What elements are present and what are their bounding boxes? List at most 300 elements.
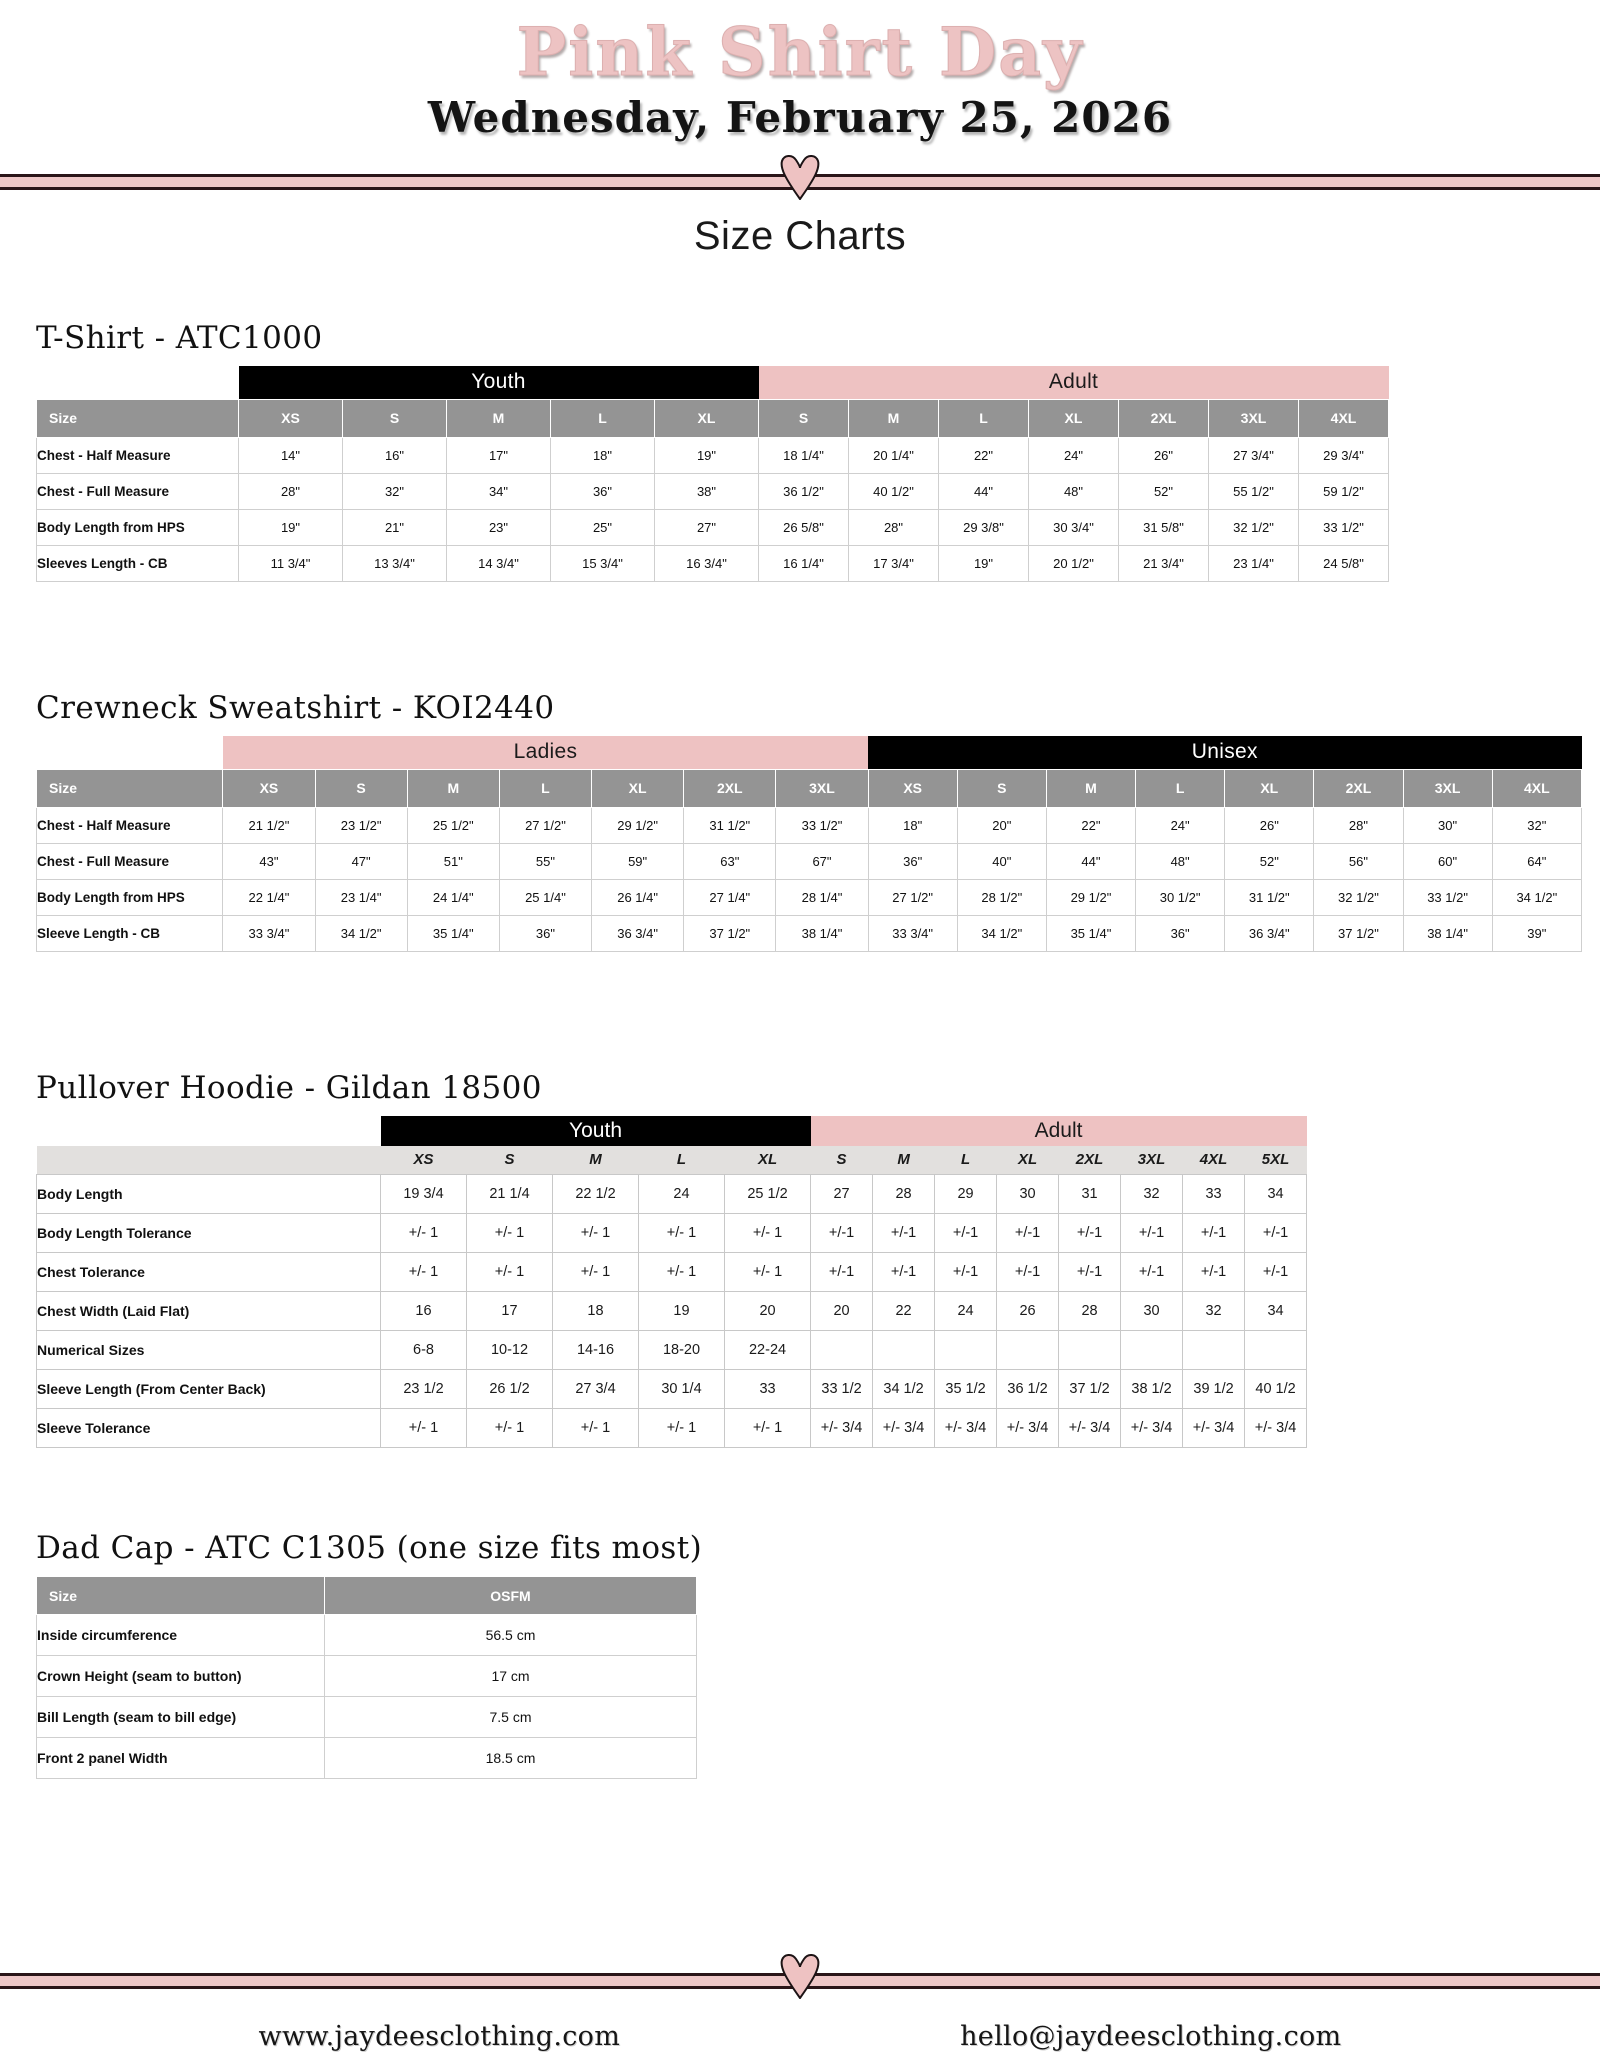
measurement-cell: +/-1	[811, 1213, 873, 1252]
size-header-cell: XL	[1029, 399, 1119, 437]
table-row	[37, 843, 1582, 879]
measurement-cell: 39 1/2	[1183, 1369, 1245, 1408]
measurement-cell: +/-1	[1121, 1252, 1183, 1291]
measurement-cell: 19	[639, 1291, 725, 1330]
measurement-cell: 16"	[343, 437, 447, 473]
measurement-cell: 36 3/4"	[1225, 915, 1314, 951]
chart-title-crewneck: Crewneck Sweatshirt - KOI2440	[36, 690, 555, 726]
measurement-cell: 18 1/4"	[759, 437, 849, 473]
size-header-cell: OSFM	[325, 1577, 697, 1615]
group-header-row	[37, 366, 1389, 399]
measurement-cell: 33 1/2"	[1403, 879, 1492, 915]
group-header-row	[37, 1116, 1307, 1146]
measurement-cell: 63"	[684, 843, 776, 879]
measurement-cell: 24"	[1136, 807, 1225, 843]
brand-title: Pink Shirt Day	[516, 13, 1084, 91]
table-row	[37, 1291, 1307, 1330]
chart-title-hoodie: Pullover Hoodie - Gildan 18500	[36, 1070, 542, 1106]
row-label: Chest Tolerance	[37, 1252, 381, 1291]
measurement-cell: 24 5/8"	[1299, 545, 1389, 581]
size-table-cap	[36, 1576, 697, 1779]
measurement-cell: 19"	[939, 545, 1029, 581]
size-header-cell: L	[1136, 769, 1225, 807]
measurement-cell: 28 1/2"	[957, 879, 1046, 915]
measurement-cell: 59"	[592, 843, 684, 879]
measurement-cell: 22	[873, 1291, 935, 1330]
measurement-cell: 36 3/4"	[592, 915, 684, 951]
measurement-cell: +/-1	[1245, 1252, 1307, 1291]
measurement-cell: 27"	[655, 509, 759, 545]
page-title: Size Charts	[693, 214, 907, 259]
measurement-cell: 21 1/2"	[223, 807, 315, 843]
page-footer	[0, 1941, 1600, 2071]
heart-icon	[779, 1953, 821, 1999]
measurement-cell: 34 1/2"	[957, 915, 1046, 951]
measurement-cell: 25 1/4"	[499, 879, 591, 915]
measurement-cell: 32	[1183, 1291, 1245, 1330]
measurement-cell: 26"	[1225, 807, 1314, 843]
measurement-cell: +/- 1	[639, 1408, 725, 1447]
measurement-cell: 28 1/4"	[776, 879, 868, 915]
measurement-cell: 27 1/2"	[868, 879, 957, 915]
group-cell-unisex: Unisex	[868, 736, 1581, 769]
measurement-cell: 26	[997, 1291, 1059, 1330]
row-label: Numerical Sizes	[37, 1330, 381, 1369]
measurement-cell: 43"	[223, 843, 315, 879]
heart-icon	[779, 154, 821, 200]
footer-email[interactable]: hello@jaydeesclothing.com	[960, 2021, 1342, 2052]
measurement-cell: 32"	[1492, 807, 1581, 843]
measurement-cell: +/-1	[935, 1252, 997, 1291]
table-row	[37, 509, 1389, 545]
row-label: Crown Height (seam to button)	[37, 1656, 325, 1697]
group-cell-blank	[37, 366, 239, 399]
measurement-cell: 19 3/4	[381, 1174, 467, 1213]
measurement-cell: 19"	[655, 437, 759, 473]
size-header-cell: XL	[592, 769, 684, 807]
group-cell-youth: Youth	[239, 366, 759, 399]
size-header-cell: S	[759, 399, 849, 437]
measurement-cell: 22"	[939, 437, 1029, 473]
size-header-cell: M	[553, 1146, 639, 1174]
measurement-cell: 39"	[1492, 915, 1581, 951]
size-header-cell: XS	[239, 399, 343, 437]
measurement-cell: 26 1/4"	[592, 879, 684, 915]
measurement-cell: 10-12	[467, 1330, 553, 1369]
size-header-cell: XS	[223, 769, 315, 807]
size-header-cell: 3XL	[1209, 399, 1299, 437]
measurement-cell: +/- 3/4	[935, 1408, 997, 1447]
table-row	[37, 1330, 1307, 1369]
measurement-cell: 67"	[776, 843, 868, 879]
measurement-cell: 44"	[1046, 843, 1135, 879]
chart-block-hoodie	[36, 1070, 1307, 1448]
measurement-cell: 37 1/2"	[1314, 915, 1403, 951]
measurement-cell: 19"	[239, 509, 343, 545]
group-header-row	[37, 736, 1582, 769]
table-row	[37, 1615, 697, 1656]
measurement-cell: 25"	[551, 509, 655, 545]
measurement-cell: 48"	[1136, 843, 1225, 879]
measurement-cell: 18	[553, 1291, 639, 1330]
measurement-cell: 51"	[407, 843, 499, 879]
table-row	[37, 1408, 1307, 1447]
size-header-cell: Size	[37, 769, 223, 807]
measurement-cell: 33 1/2"	[1299, 509, 1389, 545]
measurement-cell: 36"	[499, 915, 591, 951]
chart-title-cap: Dad Cap - ATC C1305 (one size fits most)	[36, 1530, 703, 1566]
size-header-cell: M	[849, 399, 939, 437]
group-cell-blank	[37, 736, 223, 769]
event-date: Wednesday, February 25, 2026	[427, 93, 1173, 143]
measurement-cell: 29 3/8"	[939, 509, 1029, 545]
size-header-cell: M	[447, 399, 551, 437]
measurement-cell: +/- 1	[467, 1408, 553, 1447]
measurement-cell: 30 1/4	[639, 1369, 725, 1408]
size-header-cell: S	[811, 1146, 873, 1174]
measurement-cell: 23 1/4"	[315, 879, 407, 915]
measurement-cell: +/- 1	[639, 1252, 725, 1291]
size-header-cell	[37, 1146, 381, 1174]
measurement-cell: 34 1/2	[873, 1369, 935, 1408]
measurement-cell: 23 1/4"	[1209, 545, 1299, 581]
row-label: Sleeve Length - CB	[37, 915, 223, 951]
measurement-cell: 30 1/2"	[1136, 879, 1225, 915]
measurement-cell: 23 1/2"	[315, 807, 407, 843]
measurement-cell	[1183, 1330, 1245, 1369]
measurement-cell: +/- 1	[725, 1252, 811, 1291]
measurement-cell: 20 1/2"	[1029, 545, 1119, 581]
measurement-cell: 38"	[655, 473, 759, 509]
measurement-cell: 32 1/2"	[1314, 879, 1403, 915]
measurement-cell: 14 3/4"	[447, 545, 551, 581]
measurement-cell: 33	[1183, 1174, 1245, 1213]
measurement-cell: 40 1/2	[1245, 1369, 1307, 1408]
size-header-cell: L	[499, 769, 591, 807]
measurement-cell: 18-20	[639, 1330, 725, 1369]
size-header-cell: 2XL	[684, 769, 776, 807]
measurement-cell: 29 3/4"	[1299, 437, 1389, 473]
measurement-cell: +/- 3/4	[1121, 1408, 1183, 1447]
measurement-cell: +/-1	[1059, 1213, 1121, 1252]
measurement-cell: 32 1/2"	[1209, 509, 1299, 545]
row-label: Body Length Tolerance	[37, 1213, 381, 1252]
measurement-cell: +/- 3/4	[1245, 1408, 1307, 1447]
measurement-cell: +/- 1	[639, 1213, 725, 1252]
size-header-cell: 2XL	[1314, 769, 1403, 807]
measurement-cell: 24 1/4"	[407, 879, 499, 915]
table-row	[37, 473, 1389, 509]
measurement-cell: 26 1/2	[467, 1369, 553, 1408]
measurement-cell: 40"	[957, 843, 1046, 879]
measurement-cell: +/- 3/4	[997, 1408, 1059, 1447]
size-header-cell: L	[639, 1146, 725, 1174]
measurement-cell: 22"	[1046, 807, 1135, 843]
measurement-cell: 26 5/8"	[759, 509, 849, 545]
measurement-cell: 27	[811, 1174, 873, 1213]
measurement-cell: +/- 1	[553, 1408, 639, 1447]
measurement-cell: 27 1/4"	[684, 879, 776, 915]
size-table-tshirt	[36, 366, 1389, 582]
measurement-cell	[811, 1330, 873, 1369]
measurement-cell: 15 3/4"	[551, 545, 655, 581]
measurement-cell: +/- 1	[381, 1408, 467, 1447]
measurement-cell: 36"	[1136, 915, 1225, 951]
measurement-cell: 31 5/8"	[1119, 509, 1209, 545]
size-header-cell: 4XL	[1492, 769, 1581, 807]
size-header-cell: XL	[655, 399, 759, 437]
measurement-cell: 36"	[551, 473, 655, 509]
measurement-cell: 52"	[1119, 473, 1209, 509]
measurement-cell: +/- 1	[725, 1408, 811, 1447]
measurement-cell: 29 1/2"	[1046, 879, 1135, 915]
measurement-cell: 20 1/4"	[849, 437, 939, 473]
size-table-hoodie	[36, 1116, 1307, 1448]
measurement-cell: 25 1/2"	[407, 807, 499, 843]
table-row	[37, 545, 1389, 581]
measurement-cell: 34 1/2"	[1492, 879, 1581, 915]
size-header-cell: XS	[868, 769, 957, 807]
size-header-cell: M	[407, 769, 499, 807]
measurement-cell: +/-1	[1121, 1213, 1183, 1252]
measurement-cell: 24"	[1029, 437, 1119, 473]
size-header-cell: S	[343, 399, 447, 437]
measurement-cell: 14-16	[553, 1330, 639, 1369]
size-header-cell: L	[551, 399, 655, 437]
measurement-cell: 22-24	[725, 1330, 811, 1369]
measurement-cell: 30"	[1403, 807, 1492, 843]
measurement-cell: 47"	[315, 843, 407, 879]
measurement-cell: +/-1	[873, 1252, 935, 1291]
measurement-cell: +/-1	[935, 1213, 997, 1252]
measurement-cell: 33 1/2"	[776, 807, 868, 843]
table-row	[37, 1252, 1307, 1291]
measurement-cell: 31 1/2"	[1225, 879, 1314, 915]
measurement-cell	[873, 1330, 935, 1369]
row-label: Body Length	[37, 1174, 381, 1213]
measurement-cell	[997, 1330, 1059, 1369]
measurement-cell: +/- 1	[553, 1252, 639, 1291]
measurement-cell: 28"	[849, 509, 939, 545]
row-label: Sleeves Length - CB	[37, 545, 239, 581]
size-header-cell: 2XL	[1059, 1146, 1121, 1174]
measurement-cell: +/-1	[873, 1213, 935, 1252]
measurement-cell: 48"	[1029, 473, 1119, 509]
measurement-cell: 25 1/2	[725, 1174, 811, 1213]
measurement-cell: 21 1/4	[467, 1174, 553, 1213]
table-row	[37, 1697, 697, 1738]
measurement-cell: 38 1/2	[1121, 1369, 1183, 1408]
size-header-cell: Size	[37, 399, 239, 437]
size-header-cell: 4XL	[1183, 1146, 1245, 1174]
size-header-cell: XL	[997, 1146, 1059, 1174]
measurement-cell: 59 1/2"	[1299, 473, 1389, 509]
measurement-cell: 33	[725, 1369, 811, 1408]
measurement-cell: +/-1	[997, 1252, 1059, 1291]
measurement-cell: 34	[1245, 1174, 1307, 1213]
size-header-cell: 3XL	[1121, 1146, 1183, 1174]
size-table-crewneck	[36, 736, 1582, 952]
size-header-cell: 4XL	[1299, 399, 1389, 437]
measurement-cell: 16	[381, 1291, 467, 1330]
measurement-cell: 18.5 cm	[325, 1738, 697, 1779]
measurement-cell: 28	[1059, 1291, 1121, 1330]
measurement-cell: 64"	[1492, 843, 1581, 879]
row-label: Body Length from HPS	[37, 879, 223, 915]
measurement-cell: 11 3/4"	[239, 545, 343, 581]
table-row	[37, 437, 1389, 473]
measurement-cell: 23"	[447, 509, 551, 545]
measurement-cell: 28"	[1314, 807, 1403, 843]
measurement-cell: 30	[1121, 1291, 1183, 1330]
table-row	[37, 807, 1582, 843]
measurement-cell	[1059, 1330, 1121, 1369]
measurement-cell: 32"	[343, 473, 447, 509]
measurement-cell: 13 3/4"	[343, 545, 447, 581]
table-row	[37, 1369, 1307, 1408]
size-header-row	[37, 1577, 697, 1615]
measurement-cell	[935, 1330, 997, 1369]
table-row	[37, 1174, 1307, 1213]
measurement-cell: 33 1/2	[811, 1369, 873, 1408]
measurement-cell: 18"	[551, 437, 655, 473]
chart-block-cap	[36, 1530, 702, 1779]
measurement-cell: 27 3/4	[553, 1369, 639, 1408]
row-label: Sleeve Length (From Center Back)	[37, 1369, 381, 1408]
measurement-cell: +/- 3/4	[873, 1408, 935, 1447]
row-label: Bill Length (seam to bill edge)	[37, 1697, 325, 1738]
row-label: Inside circumference	[37, 1615, 325, 1656]
measurement-cell: 31 1/2"	[684, 807, 776, 843]
group-cell-adult: Adult	[811, 1116, 1307, 1146]
size-header-cell: S	[467, 1146, 553, 1174]
measurement-cell: 56.5 cm	[325, 1615, 697, 1656]
measurement-cell: 36 1/2	[997, 1369, 1059, 1408]
measurement-cell: 30 3/4"	[1029, 509, 1119, 545]
size-header-row	[37, 769, 1582, 807]
measurement-cell: 26"	[1119, 437, 1209, 473]
measurement-cell: +/- 3/4	[1183, 1408, 1245, 1447]
measurement-cell: 7.5 cm	[325, 1697, 697, 1738]
measurement-cell: 34 1/2"	[315, 915, 407, 951]
measurement-cell: 22 1/2	[553, 1174, 639, 1213]
measurement-cell: 20	[725, 1291, 811, 1330]
measurement-cell: 23 1/2	[381, 1369, 467, 1408]
size-header-cell: XL	[1225, 769, 1314, 807]
measurement-cell: 17"	[447, 437, 551, 473]
measurement-cell: 33 3/4"	[223, 915, 315, 951]
measurement-cell: 37 1/2	[1059, 1369, 1121, 1408]
measurement-cell: 30	[997, 1174, 1059, 1213]
measurement-cell: +/-1	[1183, 1252, 1245, 1291]
measurement-cell: 14"	[239, 437, 343, 473]
measurement-cell: 56"	[1314, 843, 1403, 879]
size-header-cell: L	[939, 399, 1029, 437]
chart-block-crewneck	[36, 690, 1582, 952]
measurement-cell: 18"	[868, 807, 957, 843]
measurement-cell: 17 3/4"	[849, 545, 939, 581]
measurement-cell: +/- 1	[381, 1213, 467, 1252]
row-label: Chest - Half Measure	[37, 437, 239, 473]
size-header-cell: L	[935, 1146, 997, 1174]
measurement-cell: +/- 3/4	[1059, 1408, 1121, 1447]
table-row	[37, 915, 1582, 951]
size-header-row	[37, 399, 1389, 437]
measurement-cell: 6-8	[381, 1330, 467, 1369]
size-header-cell: S	[315, 769, 407, 807]
measurement-cell: 38 1/4"	[1403, 915, 1492, 951]
measurement-cell: 35 1/4"	[407, 915, 499, 951]
measurement-cell: 55"	[499, 843, 591, 879]
measurement-cell: 35 1/2	[935, 1369, 997, 1408]
size-header-row	[37, 1146, 1307, 1174]
measurement-cell: 35 1/4"	[1046, 915, 1135, 951]
size-header-cell: XL	[725, 1146, 811, 1174]
row-label: Sleeve Tolerance	[37, 1408, 381, 1447]
measurement-cell: 52"	[1225, 843, 1314, 879]
size-header-cell: 2XL	[1119, 399, 1209, 437]
measurement-cell: 20	[811, 1291, 873, 1330]
measurement-cell: 34"	[447, 473, 551, 509]
measurement-cell: 21"	[343, 509, 447, 545]
measurement-cell: +/- 1	[553, 1213, 639, 1252]
row-label: Front 2 panel Width	[37, 1738, 325, 1779]
chart-title-tshirt: T-Shirt - ATC1000	[36, 320, 323, 356]
measurement-cell: +/-1	[997, 1213, 1059, 1252]
measurement-cell: +/- 1	[381, 1252, 467, 1291]
measurement-cell: 32	[1121, 1174, 1183, 1213]
table-row	[37, 1656, 697, 1697]
size-header-cell: XS	[381, 1146, 467, 1174]
measurement-cell: 22 1/4"	[223, 879, 315, 915]
group-cell-youth: Youth	[381, 1116, 811, 1146]
measurement-cell: 34	[1245, 1291, 1307, 1330]
size-header-cell: Size	[37, 1577, 325, 1615]
measurement-cell: 37 1/2"	[684, 915, 776, 951]
measurement-cell: 27 3/4"	[1209, 437, 1299, 473]
measurement-cell: 17 cm	[325, 1656, 697, 1697]
measurement-cell: 24	[639, 1174, 725, 1213]
footer-divider	[0, 1955, 1600, 2005]
measurement-cell: 55 1/2"	[1209, 473, 1299, 509]
row-label: Chest - Full Measure	[37, 473, 239, 509]
measurement-cell: 28	[873, 1174, 935, 1213]
measurement-cell: 16 1/4"	[759, 545, 849, 581]
row-label: Chest - Half Measure	[37, 807, 223, 843]
measurement-cell: 21 3/4"	[1119, 545, 1209, 581]
measurement-cell: 60"	[1403, 843, 1492, 879]
size-header-cell: M	[1046, 769, 1135, 807]
page-header	[0, 0, 1600, 142]
measurement-cell: 17	[467, 1291, 553, 1330]
measurement-cell: 29	[935, 1174, 997, 1213]
row-label: Body Length from HPS	[37, 509, 239, 545]
measurement-cell: 29 1/2"	[592, 807, 684, 843]
table-row	[37, 879, 1582, 915]
measurement-cell	[1245, 1330, 1307, 1369]
measurement-cell: 24	[935, 1291, 997, 1330]
measurement-cell: 31	[1059, 1174, 1121, 1213]
footer-website[interactable]: www.jaydeesclothing.com	[258, 2021, 621, 2052]
measurement-cell: +/-1	[811, 1252, 873, 1291]
group-cell-blank	[37, 1116, 381, 1146]
measurement-cell: 36 1/2"	[759, 473, 849, 509]
measurement-cell: 33 3/4"	[868, 915, 957, 951]
table-row	[37, 1738, 697, 1779]
chart-block-tshirt	[36, 320, 1389, 582]
size-header-cell: 3XL	[1403, 769, 1492, 807]
measurement-cell: +/-1	[1245, 1213, 1307, 1252]
